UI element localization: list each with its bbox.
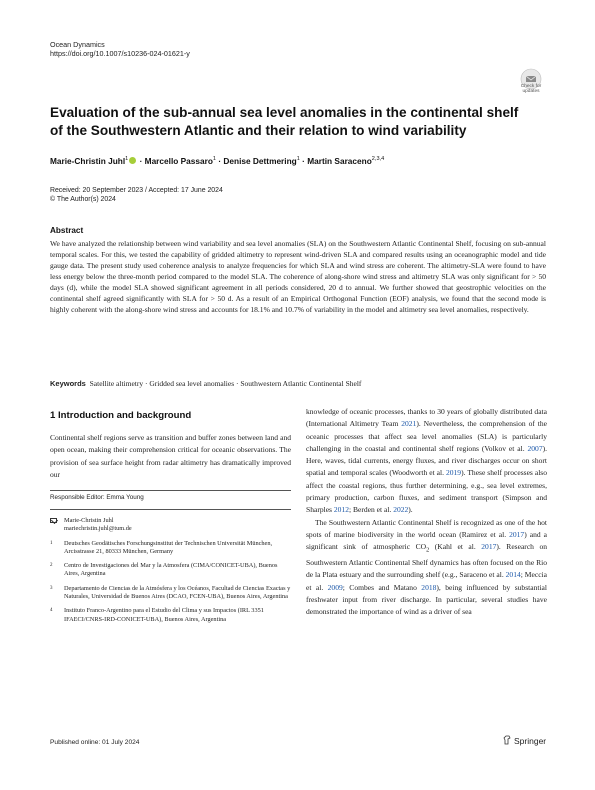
affiliation-text: Centro de Investigaciones del Mar y la Atmosfera (CIMA/CONICET-UBA), Buenos Aires, Argentina [64, 562, 278, 578]
contact-email[interactable]: mariechristin.juhl@tum.de [64, 525, 132, 533]
orcid-icon[interactable] [129, 157, 136, 164]
affiliation-item [50, 540, 291, 557]
author-affiliation-ref: 1 [125, 156, 129, 163]
author-name[interactable]: Denise Dettmering [223, 156, 297, 166]
citation-link[interactable]: 2018 [421, 582, 437, 592]
doi-link[interactable]: https://doi.org/10.1007/s10236-024-01621-y [50, 49, 190, 58]
abstract-heading: Abstract [50, 226, 84, 235]
citation-link[interactable]: 2014 [505, 570, 521, 580]
left-column [50, 432, 291, 481]
author-affiliation-ref: 2,3,4 [371, 156, 385, 163]
keywords-list: Satellite altimetry · Gridded sea level anomalies · Southwestern Atlantic Continental Shelf [89, 379, 362, 388]
affiliation-text: Departamento de Ciencias de la Atmósfera y los Océanos, Facultad de Ciencias Exactas y Naturales, Universidad de Buenos Aires (DCAO, FCEN-UBA), Buenos Aires, Argentina [64, 584, 291, 601]
published-online: Published online: 01 July 2024 [50, 739, 140, 746]
affiliation-item [50, 562, 291, 579]
author-affiliation-ref: 1 [212, 156, 217, 163]
journal-name: Ocean Dynamics [50, 40, 105, 49]
affiliation-number: 3 [50, 585, 53, 591]
affiliation-text: Deutsches Geodätisches Forschungsinstitut der Technischen Universität München, Arcisstrasse 21, 80333 München, Germany [64, 539, 273, 555]
citation-link[interactable]: 2017 [509, 529, 525, 539]
corresponding-author [50, 517, 291, 534]
responsible-editor: Responsible Editor: Emma Young [50, 494, 144, 501]
citation-link[interactable]: 2017 [481, 542, 497, 552]
keywords-label: Keywords [50, 379, 86, 388]
affiliation-text: Instituto Franco-Argentino para el Estudio del Clima y sus Impactos (IRL 3351 IFAECI/CNRS-IRD-CONICET-UBA), Buenos Aires, Argentina [64, 607, 264, 623]
divider [50, 490, 291, 491]
citation-link[interactable]: 2019 [445, 468, 462, 478]
received-accepted: Received: 20 September 2023 / Accepted: 17 June 2024 [50, 187, 223, 194]
author-name[interactable]: Martin Saraceno [307, 156, 372, 166]
intro-paragraph: Continental shelf regions serve as transition and buffer zones between land and open ocean, making their comprehension critical for oceanic observations. The provision of sea surface height from radar altimetry has dramatically improved our [50, 433, 291, 479]
author-name[interactable]: Marie-Christin Juhl [50, 156, 126, 166]
journal-header [50, 40, 190, 58]
author-list: Marie-Christin Juhl$^1$ · Marcello Passaro$^1$ · Denise Dettmering$^1$ · Martin Saraceno$^{2,3,4}$ [50, 156, 385, 166]
affiliation-item [50, 607, 291, 624]
intro-paragraph-continued: knowledge of oceanic processes, thanks to 30 years of globally distributed data (International Altimetry Team 2021). Nevertheless, the comprehension of the oceanic processes that affect sea level anomalies (SLA) is particularly challenging in the coastal and continental shelf regions (Volkov et al. 2007). Here, waves, tidal currents, energy fluxes, and river discharges occur on short spatial and temporal scales (Woodworth et al. 2019). These shelf processes also affect the coastal regions, thus further determining, e.g., sea level extremes, primary production, carbon fluxes, and sediment transport (Simpson and Sharples 2012; Berden et al. 2022). [306, 407, 547, 515]
affiliation-number: 4 [50, 608, 53, 614]
springer-horse-icon [503, 735, 511, 745]
publisher-name: Springer [514, 736, 547, 746]
author-affiliation-ref: 1 [296, 156, 300, 163]
keywords [50, 379, 361, 388]
shelf-paragraph: The Southwestern Atlantic Continental Shelf is recognized as one of the hot spots of marine biodiversity in the world ocean (Ramirez et al. 2017) and a significant sink of atmospheric $CO_2$ (Kahl et al. 2017). Research on Southwestern Atlantic Continental Shelf dynamics has often focused on the Rio de la Plata estuary and the surrounding shelf (e.g., Saraceno et al. 2014; Meccia et al. 2009; Combes and Matano 2018), being influenced by substantial freshwater input from river discharge. In particular, several studies have demonstrated the importance of wind as a driver of sea [306, 517, 547, 617]
divider [50, 509, 291, 510]
citation-link[interactable]: 2021 [401, 419, 417, 429]
citation-link[interactable]: 2009 [327, 582, 343, 592]
paper-title: Evaluation of the sub-annual sea level anomalies in the continental shelf of the Southwestern Atlantic and their relation to wind variability [50, 105, 519, 138]
contact-name: Marie-Christin Juhl [64, 517, 114, 524]
section-heading: 1 Introduction and background [50, 410, 192, 421]
affiliation-number: 2 [50, 563, 53, 569]
citation-link[interactable]: 2007 [527, 443, 543, 453]
check-for-updates-label[interactable]: Check for updates [520, 84, 542, 95]
right-column [306, 406, 547, 619]
envelope-icon [50, 518, 57, 523]
citation-link[interactable]: 2022 [393, 505, 409, 515]
copyright: © The Author(s) 2024 [50, 196, 116, 203]
affiliation-item [50, 585, 291, 602]
article-dates [50, 186, 223, 204]
citation-link[interactable]: 2012 [333, 505, 349, 515]
affiliations [50, 517, 291, 630]
author-name[interactable]: Marcello Passaro [144, 156, 213, 166]
abstract-text: We have analyzed the relationship between wind variability and sea level anomalies (SLA) on the Southwestern Atlantic Continental Shelf, focusing on sub-annual temporal scales. For this, we tested the capability of gridded altimetry to represent wind-driven SLA and compared results using an oceanographic model and tide gauge data. The present study used coherence analysis to analyze frequencies for which SLA and wind stress are coherent. The altimetry-SLA were found to have less energy below the three-month period compared to the model SLA. The coherence of along-shore wind stress and altimetry SLA was only significant for > 50 days (d), while the model SLA showed significant agreement in all periods considered, 20 d to annual. We further showed that geostrophic velocities on the continental shelf agreed significantly with SLA for > 50 d. As a result of an Empirical Orthogonal Function (EOF) analysis, we found that the second mode is highly coherent with the along-shore wind stress and accounts for 18.1% and 10.7% of variability in the model and altimetry sea level anomalies, respectively. [50, 239, 546, 314]
publisher-logo[interactable] [503, 735, 546, 746]
affiliation-number: 1 [50, 540, 53, 546]
